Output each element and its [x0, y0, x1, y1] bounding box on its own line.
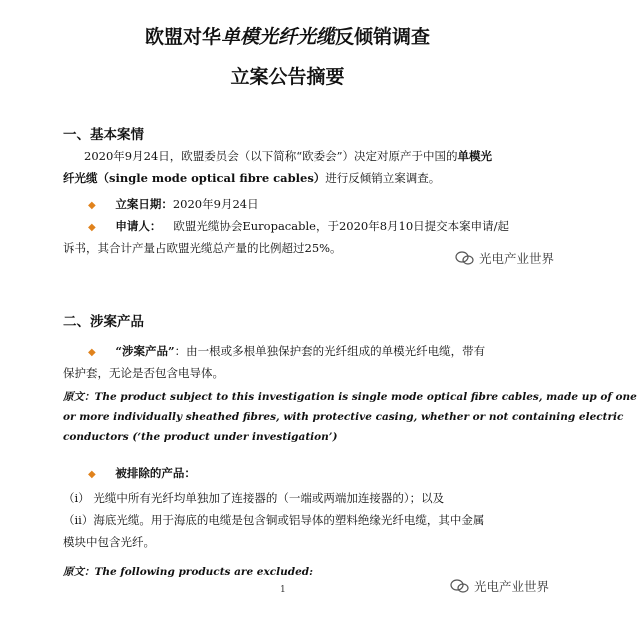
bullet-icon: ◆ [88, 469, 96, 480]
applicant-item-line2: 诉书，其合计产量占欧盟光缆总产量的比例超过25%。 [63, 241, 342, 255]
bullet-icon: ◆ [88, 222, 96, 233]
product-definition-line2: 保护套，无论是否包含电导体。 [63, 366, 224, 380]
section2-heading: 二、涉案产品 [63, 314, 144, 330]
document-title: 欧盟对华单模光纤光缆反倾销调查 [144, 26, 431, 48]
original-text-line2: or more individually sheathed fibres, with protective casing, whether or not containing electric [63, 411, 624, 423]
watermark: 光电产业世界 [455, 249, 554, 267]
excluded-item-1: （i） 光缆中所有光纤均单独加了连接器的（一端或两端加连接器的）；以及 [63, 491, 445, 505]
bullet-icon: ◆ [88, 347, 96, 358]
bullet-icon: ◆ [88, 200, 96, 211]
wechat-icon [450, 579, 470, 593]
section1-paragraph-line1: 2020年9月24日，欧盟委员会（以下简称“欧委会”）决定对原产于中国的单模光 [84, 149, 492, 163]
document-subtitle: 立案公告摘要 [230, 66, 345, 88]
applicant-item: ◆ 申请人： 欧盟光缆协会Europacable，于2020年8月10日提交本案申请/起 [88, 219, 510, 233]
excluded-item-2: （ii）海底光缆。用于海底的电缆是包含铜或铝导体的塑料绝缘光纤电缆，其中金属 [63, 513, 485, 527]
section1-heading: 一、基本案情 [63, 127, 144, 143]
original-text-line3: conductors (‘the product under investigation’) [63, 431, 338, 443]
excluded-item-2-line2: 模块中包含光纤。 [63, 535, 155, 549]
section1-paragraph-line2: 纤光缆（single mode optical fibre cables）进行反倾销立案调查。 [63, 171, 441, 185]
excluded-products-item: ◆ 被排除的产品： [88, 466, 196, 480]
original-text-line4: 原文：The following products are excluded: [63, 566, 313, 578]
product-definition: ◆ “涉案产品”：由一根或多根单独保护套的光纤组成的单模光纤电缆，带有 [88, 344, 486, 358]
filing-date-item: ◆ 立案日期：2020年9月24日 [88, 197, 259, 211]
wechat-icon [455, 251, 475, 265]
original-text-line1: 原文：The product subject to this investigation is single mode optical fibre cables, made up of one [63, 391, 637, 403]
page-number: 1 [280, 585, 286, 595]
watermark-bottom: 光电产业世界 [450, 577, 549, 595]
